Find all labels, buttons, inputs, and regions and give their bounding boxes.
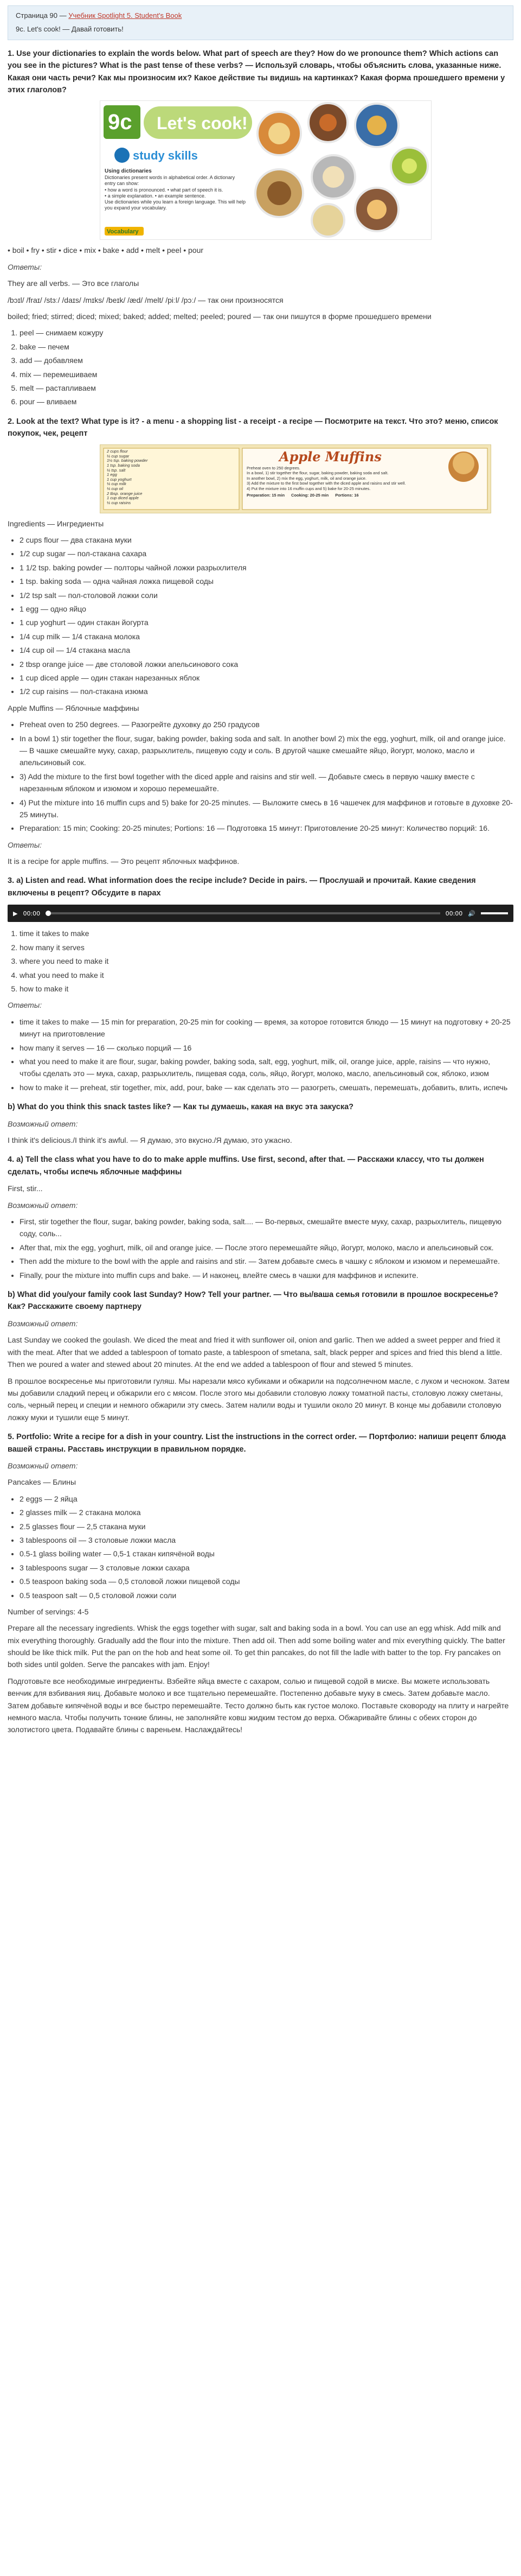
task5-title: 5. Portfolio: Write a recipe for a dish in your country. List the instructions in the correct order. — Портфолио: напиши рецепт блюда вашей страны. Расставь инструкции в правильном порядке.: [8, 1433, 506, 1454]
list-item: • 2.5 glasses flour — 2,5 стакана муки: [20, 1521, 513, 1532]
task5-ru: Подготовьте все необходимые ингредиенты. Взбейте яйца вместе с сахаром, солью и пищевой содой в миске. Вы можете использовать венчик для взбивания яиц. Добавьте молоко и все тщательно перемешайте. Постепенно добавьте муку в смесь. Затем добавьте масло. Затем добавьте кипячёной воды и все быстро перемешайте. Тесто должно быть как густое молоко. Поставьте сковороду на плиту и нагрейте немного масла. Чтобы получить тонкие блины, не заполняйте ковш жидким тестом до верха. Обжаривайте блины с обеих сторон до золотистого цвета. Подавайте блины с вареньем. Наслаждайтесь!: [8, 1676, 509, 1734]
list-item: • 2 tbsp orange juice — две столовой ложки апельсинового сока: [20, 658, 513, 670]
list-item: 2. how many it serves: [20, 942, 513, 953]
skills-title: study skills: [133, 149, 198, 163]
muffin-ing: 1½ tsp. baking powder: [107, 457, 148, 463]
list-item: 1. time it takes to make: [20, 927, 513, 939]
list-item: • First, stir together the flour, sugar, baking powder, baking soda, salt.... — Во-первых, смешайте вместе муку, сахар, разрыхлитель, пищевую соду, соль...: [20, 1216, 513, 1240]
task4-first-line: First, stir...: [8, 1184, 43, 1193]
audio-player[interactable]: [8, 905, 513, 922]
breadcrumb-box: [8, 5, 513, 40]
list-item: 5. melt — растапливаем: [20, 382, 513, 394]
muffin-ing: ½ cup raisins: [107, 500, 131, 505]
audio-progress[interactable]: [46, 912, 440, 914]
list-item: • After that, mix the egg, yoghurt, milk, oil and orange juice. — После этого перемешайте яйцо, йогурт, молоко, масло и апельсиновый сок.: [20, 1242, 513, 1254]
breadcrumb: [16, 10, 505, 22]
muffin-ing: 1 cup diced apple: [107, 495, 139, 500]
task3-answers-label: Ответы:: [8, 1001, 42, 1010]
list-item: • In a bowl 1) stir together the flour, sugar, baking powder, baking soda and salt. In another bowl 2) mix the egg, yoghurt, milk, oil and orange juice. — В чашке смешайте муку, сахар, разрыхлитель, пищевую соду и соль. В другой чашке смешайте яйцо, йогурт, молоко, масло и апельсиновый сок.: [20, 733, 513, 769]
muffin-ing: 2 cups flour: [107, 449, 128, 454]
list-item: • what you need to make it are flour, sugar, baking powder, baking soda, salt, egg, yoghurt, milk, oil, orange juice, apple, raisins — что нужно, чтобы сделать это — мука, сахар, разрыхлитель, пищевая сода, соль, яйцо, йогурт, молоко, масло, апельсиновый сок, яблоко, изюм: [20, 1055, 513, 1080]
page-prefix: Страница 90 —: [16, 11, 67, 20]
muffin-cooking: Cooking: 20-25 min: [291, 492, 329, 498]
muffin-ing: ¼ cup milk: [107, 481, 126, 487]
audio-time-left: 00:00: [23, 909, 41, 917]
list-item: 6. pour — вливаем: [20, 396, 513, 408]
task4b-possible-label: Возможный ответ:: [8, 1319, 78, 1328]
task1-answers-label: Ответы:: [8, 262, 42, 271]
task3b-possible-label: Возможный ответ:: [8, 1119, 78, 1128]
task1-answer-3: boiled; fried; stirred; diced; mixed; baked; added; melted; peeled; poured — так они пишутся в форме прошедшего времени: [8, 312, 432, 321]
muffin-ing: ½ tsp. salt: [107, 467, 126, 473]
list-item: • 1/4 cup oil — 1/4 стакана масла: [20, 644, 513, 656]
task4b-title: b) What did you/your family cook last Sunday? How? Tell your partner. — Что вы/ваша семья готовили в прошлое воскресенье? Как? Расскажите своему партнеру: [8, 1290, 498, 1312]
task1-answer-2: /bɔɪl/ /fraɪ/ /stɜː/ /daɪs/ /mɪks/ /beɪk/ /æd/ /melt/ /piːl/ /pɔː/ — так они произносятся: [8, 295, 284, 304]
list-item: • how to make it — preheat, stir together, mix, add, pour, bake — как сделать это — разогреть, смешать, перемешать, добавить, влить, испечь: [20, 1082, 513, 1093]
apple-muffins-illustration: [100, 445, 491, 513]
volume-icon[interactable]: 🔊: [468, 909, 475, 917]
list-item: 4. mix — перемешиваем: [20, 368, 513, 380]
list-item: • 1 egg — одно яйцо: [20, 603, 513, 615]
list-item: • 1 cup diced apple — один стакан нарезанных яблок: [20, 672, 513, 684]
book-link[interactable]: Учебник Spotlight 5. Student's Book: [68, 11, 182, 20]
task1-title: 1. Use your dictionaries to explain the words below. What part of speech are they? How do we pronounce them? Which actions can you see in the pictures? What is the past tense of these verbs? — Используй словарь, чтобы объяснить слова, указанные ниже. Какая они часть речи? Как мы произносим их? Какое действие ты видишь на картинках? Какая форма прошедшего времени у этих глаголов?: [8, 49, 505, 94]
list-item: 3. where you need to make it: [20, 955, 513, 967]
list-item: • 0.5 teaspoon salt — 0,5 столовой ложки соли: [20, 1589, 513, 1601]
list-item: • 2 glasses milk — 2 стакана молока: [20, 1506, 513, 1518]
list-item: • 1 tsp. baking soda — одна чайная ложка пищевой соды: [20, 575, 513, 587]
list-item: • 1/2 cup sugar — пол-стакана сахара: [20, 548, 513, 559]
lets-cook-image: [100, 100, 513, 240]
list-item: • Preheat oven to 250 degrees. — Разогрейте духовку до 250 градусов: [20, 718, 513, 730]
list-item: • time it takes to make — 15 min for preparation, 20-25 min for cooking — время, за которое готовится блюдо — 15 минут на подготовку + 20-25 минут на приготовление: [20, 1016, 513, 1040]
task2-title: 2. Look at the text? What type is it? - a menu - a shopping list - a receipt - a recipe — Посмотрите на текст. Что это? меню, список покупок, чек, рецепт: [8, 417, 498, 438]
muffin-title: Apple Muffins: [279, 448, 382, 465]
muffin-ingredients: [107, 449, 237, 506]
muffin-ing: 1 cup yoghurt: [107, 476, 132, 482]
task3-title: 3. a) Listen and read. What information does the recipe include? Decide in pairs. — Прослушай и прочитай. Какие сведения включены в рецепт? Обсудите в парах: [8, 876, 476, 898]
muffin-step: In a bowl, 1) stir together the flour, sugar, baking powder, baking soda and salt.: [247, 470, 389, 476]
task3-list: [8, 927, 513, 995]
list-item: 4. what you need to make it: [20, 969, 513, 981]
muffin-ing: ½ cup sugar: [107, 453, 130, 459]
task5-en: Prepare all the necessary ingredients. Whisk the eggs together with sugar, salt and baking soda in a bowl. You can use an egg whisk. Add milk and mix everything thoroughly. Gradually add the flour into the mixture. Then add oil. Then add some boiling water and mix everything quickly. The batter should be like thick milk. Put the pan on the hob and heat some oil. To get thin pancakes, do not fill the ladle with batter to the top. Fry pancakes on both sides until golden. Serve the pancakes with jam. Enjoy!: [8, 1624, 505, 1669]
task4-possible-label: Возможный ответ:: [8, 1200, 78, 1210]
list-item: 1. peel — снимаем кожуру: [20, 327, 513, 339]
list-item: • 2 eggs — 2 яйца: [20, 1493, 513, 1505]
list-item: • 4) Put the mixture into 16 muffin cups and 5) bake for 20-25 minutes. — Выложите смесь в 16 чашечек для маффинов и готовьте в духовке 20-25 минуты.: [20, 797, 513, 821]
task5-possible-label: Возможный ответ:: [8, 1461, 78, 1471]
ingredients-list: [8, 534, 513, 698]
list-item: • how many it serves — 16 — сколько порций — 16: [20, 1042, 513, 1054]
list-item: • 0.5-1 glass boiling water — 0,5-1 стакан кипячёной воды: [20, 1548, 513, 1560]
muffin-step: 3) Add the mixture to the first bowl together with the diced apple and raisins and stir well.: [247, 480, 406, 486]
audio-progress-handle[interactable]: [46, 911, 51, 916]
task2-answer: It is a recipe for apple muffins. — Это рецепт яблочных маффинов.: [8, 857, 240, 866]
skills-text: Dictionaries present words in alphabetical order. A dictionary entry can show: • how a word is pronounced. • what part of speech it is. • a simple explanation. • an example sentence. Use dictionaries while you learn a foreign language. This will help you expand your vocabulary.: [105, 175, 246, 211]
list-item: • Finally, pour the mixture into muffin cups and bake. — И наконец, влейте смесь в чашки для маффинов и испеките.: [20, 1269, 513, 1281]
list-item: • 1 1/2 tsp. baking powder — полторы чайной ложки разрыхлителя: [20, 562, 513, 574]
task3b-answer: I think it's delicious./I think it's awful. — Я думаю, это вкусно./Я думаю, это ужасно.: [8, 1135, 292, 1144]
muffin-ing: ¼ cup oil: [107, 486, 124, 491]
task2-answers-label: Ответы:: [8, 840, 42, 849]
task1-answer-1: They are all verbs. — Это все глаголы: [8, 279, 139, 288]
task4b-ru: В прошлое воскресенье мы приготовили гуляш. Мы нарезали мясо кубиками и обжарили на подсолнечном масле, с луком и чесноком. Затем мы добавили сладкий перец и обжарили его с мясом. После этого мы добавили столовую ложку томатной пасты, столовую ложку сметаны, соль, черный перец и специи и немного обжарили эту смесь. Затем налили воды и тушили около 20 минут. В конце мы добавили столовую ложку муки и тушили еще 5 минут.: [8, 1376, 510, 1422]
list-item: • 1/4 cup milk — 1/4 стакана молока: [20, 631, 513, 643]
vocab-label: Vocabulary: [107, 228, 139, 236]
list-item: • Preparation: 15 min; Cooking: 20-25 minutes; Portions: 16 — Подготовка 15 минут: Приготовление 20-25 минут: Количество порций: 16.: [20, 822, 513, 834]
task1-list: [8, 327, 513, 408]
list-item: • Then add the mixture to the bowl with the apple and raisins and stir. — Затем добавьте смесь в чашку с яблоком и изюмом и перемешайте.: [20, 1255, 513, 1267]
list-item: • 3) Add the mixture to the first bowl together with the diced apple and raisins and stir well. — Добавьте смесь в первую чашку вместе с нарезанным яблоком и изюмом и хорошо перемешайте.: [20, 771, 513, 795]
heading-text: Let's cook!: [157, 113, 248, 133]
badge-text: 9c: [108, 110, 132, 135]
list-item: • 1/2 tsp salt — пол-столовой ложки соли: [20, 589, 513, 601]
ingredients-label: Ingredients — Ингредиенты: [8, 519, 104, 528]
section-title: 9c. Let's cook! — Давай готовить!: [16, 24, 124, 33]
list-item: 3. add — добавляем: [20, 354, 513, 366]
list-item: • 3 tablespoons oil — 3 столовые ложки масла: [20, 1534, 513, 1546]
task3-answers: [8, 1016, 513, 1093]
task3b-title: b) What do you think this snack tastes like? — Как ты думаешь, какая на вкус эта закуска?: [8, 1103, 353, 1112]
steps-list: [8, 718, 513, 835]
list-item: • 1/2 cup raisins — пол-стакана изюма: [20, 685, 513, 697]
skills-subtitle: Using dictionaries: [105, 168, 152, 175]
list-item: • 0.5 teaspoon baking soda — 0,5 столовой ложки пищевой соды: [20, 1575, 513, 1587]
task5-list: [8, 1493, 513, 1601]
list-item: • 3 tablespoons sugar — 3 столовые ложки сахара: [20, 1562, 513, 1574]
task4-title: 4. a) Tell the class what you have to do to make apple muffins. Use first, second, after that. — Расскажи классу, что ты должен сделать, чтобы испечь яблочные маффины: [8, 1155, 484, 1176]
lets-cook-illustration: [100, 100, 432, 240]
muffin-step: Preheat oven to 250 degrees.: [247, 465, 300, 470]
volume-slider[interactable]: [481, 912, 508, 914]
pancakes-label: Pancakes — Блины: [8, 1478, 76, 1487]
list-item: • 2 cups flour — два стакана муки: [20, 534, 513, 546]
muffin-step: In another bowl, 2) mix the egg, yoghurt, milk, oil and orange juice.: [247, 475, 366, 481]
apple-muffins-image: [100, 444, 491, 513]
muffin-prep: Preparation: 15 min: [247, 492, 285, 498]
muffin-step: 4) Put the mixture into 16 muffin cups and 5) bake for 20-25 minutes.: [247, 486, 371, 491]
muffin-ing: 1 egg: [107, 472, 117, 477]
audio-time-right: 00:00: [445, 909, 463, 917]
muffins-label: Apple Muffins — Яблочные маффины: [8, 703, 139, 713]
muffin-portions: Portions: 16: [335, 492, 359, 498]
muffin-ing: 2 tbsp. orange juice: [107, 491, 143, 496]
play-icon[interactable]: ▶: [13, 909, 18, 917]
muffin-steps: [247, 466, 447, 498]
task1-words: • boil • fry • stir • dice • mix • bake • add • melt • peel • pour: [8, 246, 204, 255]
list-item: 2. bake — печем: [20, 341, 513, 353]
list-item: • 1 cup yoghurt — один стакан йогурта: [20, 616, 513, 628]
task4-list: [8, 1216, 513, 1281]
muffin-ing: 1 tsp. baking soda: [107, 462, 140, 468]
servings: Number of servings: 4-5: [8, 1607, 89, 1616]
list-item: 5. how to make it: [20, 983, 513, 995]
task4b-en: Last Sunday we cooked the goulash. We diced the meat and fried it with sunflower oil, onion and garlic. Then we added a sweet pepper and fried it with the meat. After that we added a tablespoon of tomato paste, a tablespoon of smetana, salt, black pepper and spices and fried this blend a little. Then we poured a water and stewed about 20 minutes. At the end we added a tablespoon of flour and stewed 5 minutes.: [8, 1335, 503, 1369]
